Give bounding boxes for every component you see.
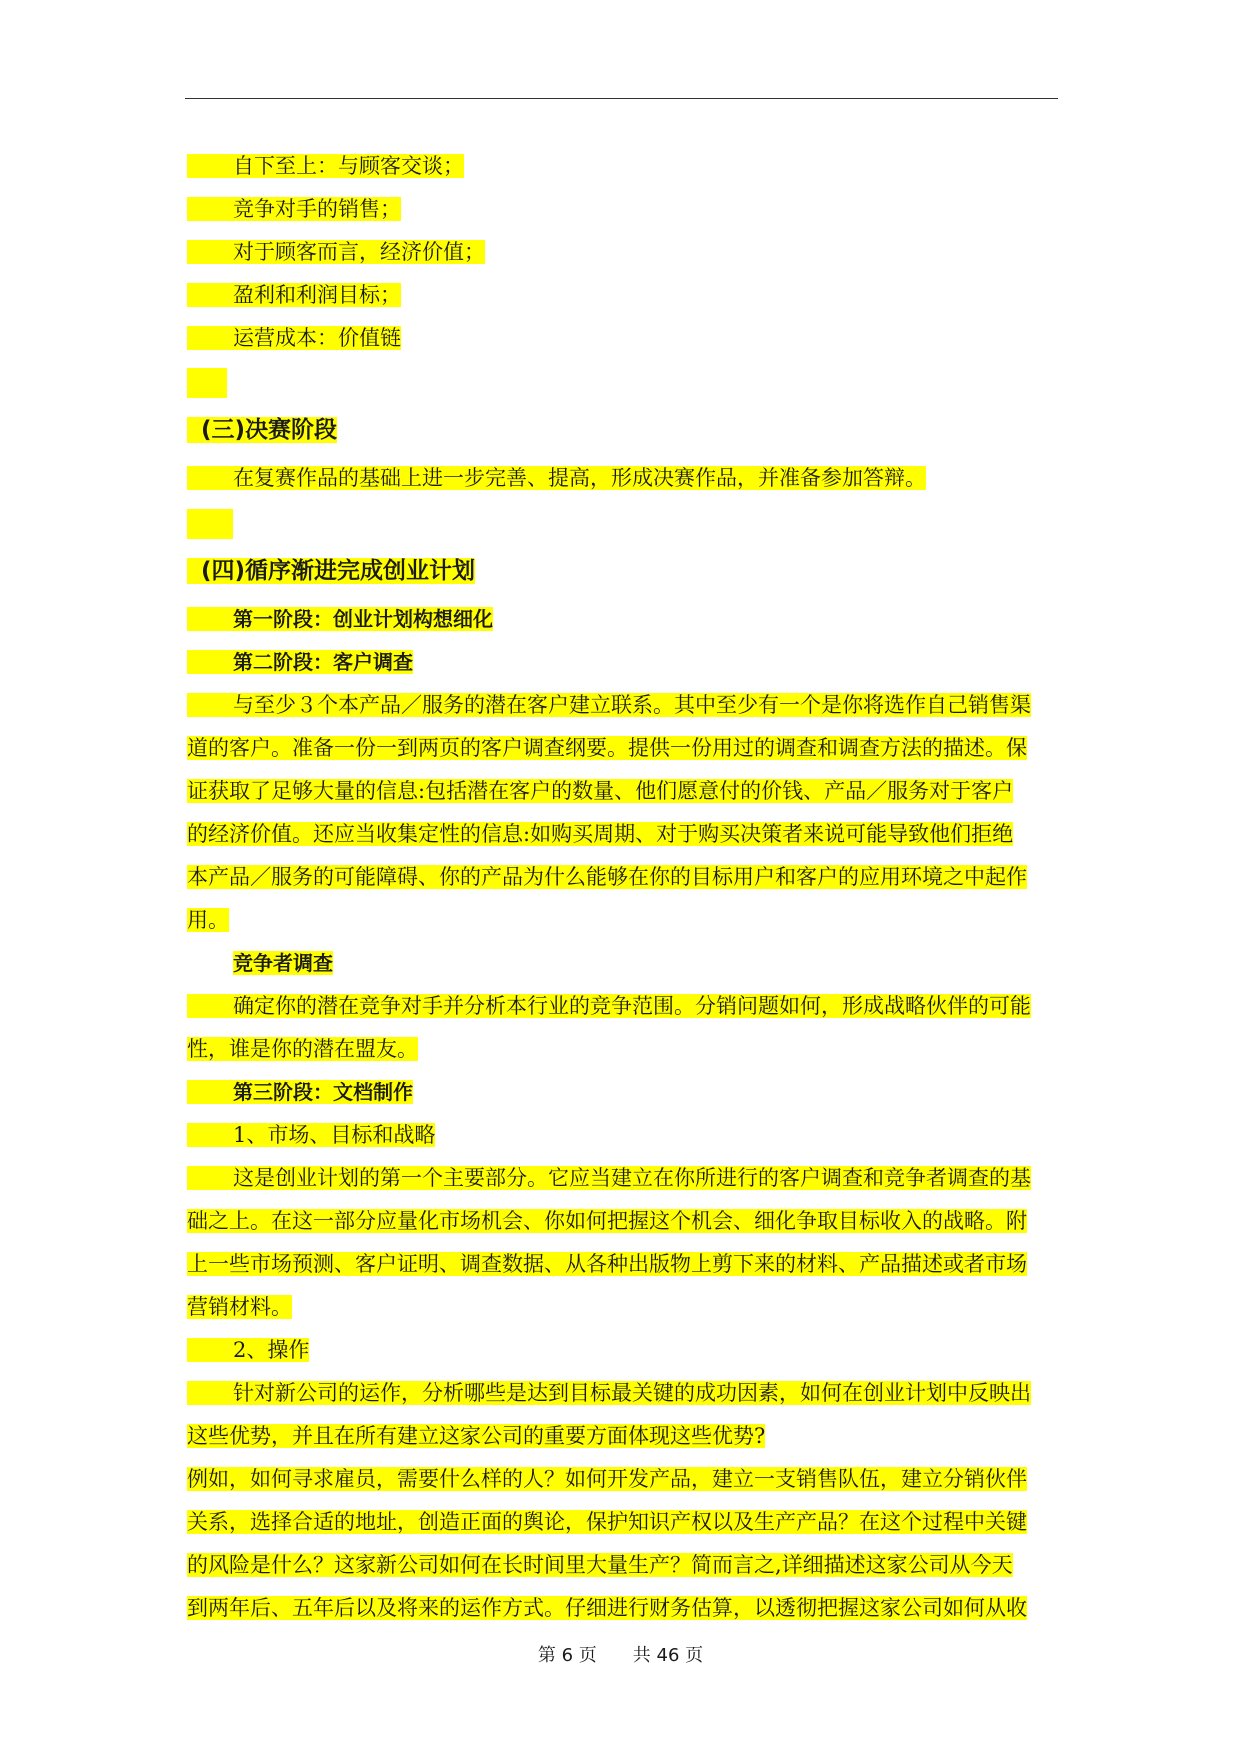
blank-line xyxy=(187,500,1061,544)
list-item: 运营成本：价值链 xyxy=(187,317,1061,360)
paragraph-line: 在复赛作品的基础上进一步完善、提高，形成决赛作品，并准备参加答辩。 xyxy=(187,457,1061,500)
stage-heading: 第三阶段：文档制作 xyxy=(187,1071,1061,1114)
paragraph-line: 关系，选择合适的地址，创造正面的舆论，保护知识产权以及生产产品？在这个过程中关键 xyxy=(187,1510,1027,1534)
paragraph-line: 础之上。在这一部分应量化市场机会、你如何把握这个机会、细化争取目标收入的战略。附 xyxy=(187,1209,1027,1233)
footer-mid: 页 共 xyxy=(578,1645,651,1666)
paragraph-line: 道的客户。准备一份一到两页的客户调查纲要。提供一份用过的调查和调查方法的描述。保 xyxy=(187,736,1027,760)
paragraph-line: 性，谁是你的潜在盟友。 xyxy=(187,1037,418,1061)
blank-line xyxy=(187,360,1061,403)
paragraph-line: 确定你的潜在竞争对手并分析本行业的竞争范围。分销问题如何，形成战略伙伴的可能 xyxy=(187,985,1061,1028)
footer-suffix: 页 xyxy=(685,1645,704,1666)
paragraph-line: 这些优势，并且在所有建立这家公司的重要方面体现这些优势? xyxy=(187,1424,766,1448)
page-footer xyxy=(0,1641,1241,1667)
paragraph-line: 本产品／服务的可能障碍、你的产品为什么能够在你的目标用户和客户的应用环境之中起作 xyxy=(187,865,1027,889)
section-heading: (四)循序渐进完成创业计划 xyxy=(187,544,1061,598)
page-number: 6 xyxy=(561,1645,574,1666)
paragraph-line: 针对新公司的运作，分析哪些是达到目标最关键的成功因素，如何在创业计划中反映出 xyxy=(187,1372,1061,1415)
paragraph-line: 上一些市场预测、客户证明、调查数据、从各种出版物上剪下来的材料、产品描述或者市场 xyxy=(187,1252,1027,1276)
stage-heading: 第一阶段：创业计划构想细化 xyxy=(187,598,1061,641)
subsection-heading: 1、市场、目标和战略 xyxy=(187,1114,1061,1157)
section-heading: (三)决赛阶段 xyxy=(187,403,1061,457)
paragraph-line: 营销材料。 xyxy=(187,1295,292,1319)
footer-prefix: 第 xyxy=(537,1645,556,1666)
list-item: 对于顾客而言，经济价值； xyxy=(187,231,1061,274)
paragraph-line: 到两年后、五年后以及将来的运作方式。仔细进行财务估算，以透彻把握这家公司如何从收 xyxy=(187,1596,1027,1620)
stage-heading: 竞争者调查 xyxy=(233,951,333,975)
paragraph-line: 用。 xyxy=(187,908,229,932)
stage-heading: 第二阶段：客户调查 xyxy=(187,641,1061,684)
total-pages: 46 xyxy=(656,1645,680,1666)
paragraph-line: 证获取了足够大量的信息:包括潜在客户的数量、他们愿意付的价钱、产品／服务对于客户 xyxy=(187,779,1014,803)
paragraph-line: 例如，如何寻求雇员，需要什么样的人？如何开发产品，建立一支销售队伍，建立分销伙伴 xyxy=(187,1467,1027,1491)
paragraph-line: 的经济价值。还应当收集定性的信息:如购买周期、对于购买决策者来说可能导致他们拒绝 xyxy=(187,822,1014,846)
paragraph-line: 这是创业计划的第一个主要部分。它应当建立在你所进行的客户调查和竞争者调查的基 xyxy=(187,1157,1061,1200)
subsection-heading: 2、操作 xyxy=(187,1329,1061,1372)
list-item: 竞争对手的销售； xyxy=(187,188,1061,231)
list-item: 盈利和利润目标； xyxy=(187,274,1061,317)
document-body xyxy=(187,145,1061,1630)
paragraph-line: 与至少３个本产品／服务的潜在客户建立联系。其中至少有一个是你将选作自己销售渠 xyxy=(187,684,1061,727)
paragraph-line: 的风险是什么？这家新公司如何在长时间里大量生产？简而言之,详细描述这家公司从今天 xyxy=(187,1553,1013,1577)
list-item: 自下至上：与顾客交谈； xyxy=(187,145,1061,188)
header-rule xyxy=(185,98,1058,99)
